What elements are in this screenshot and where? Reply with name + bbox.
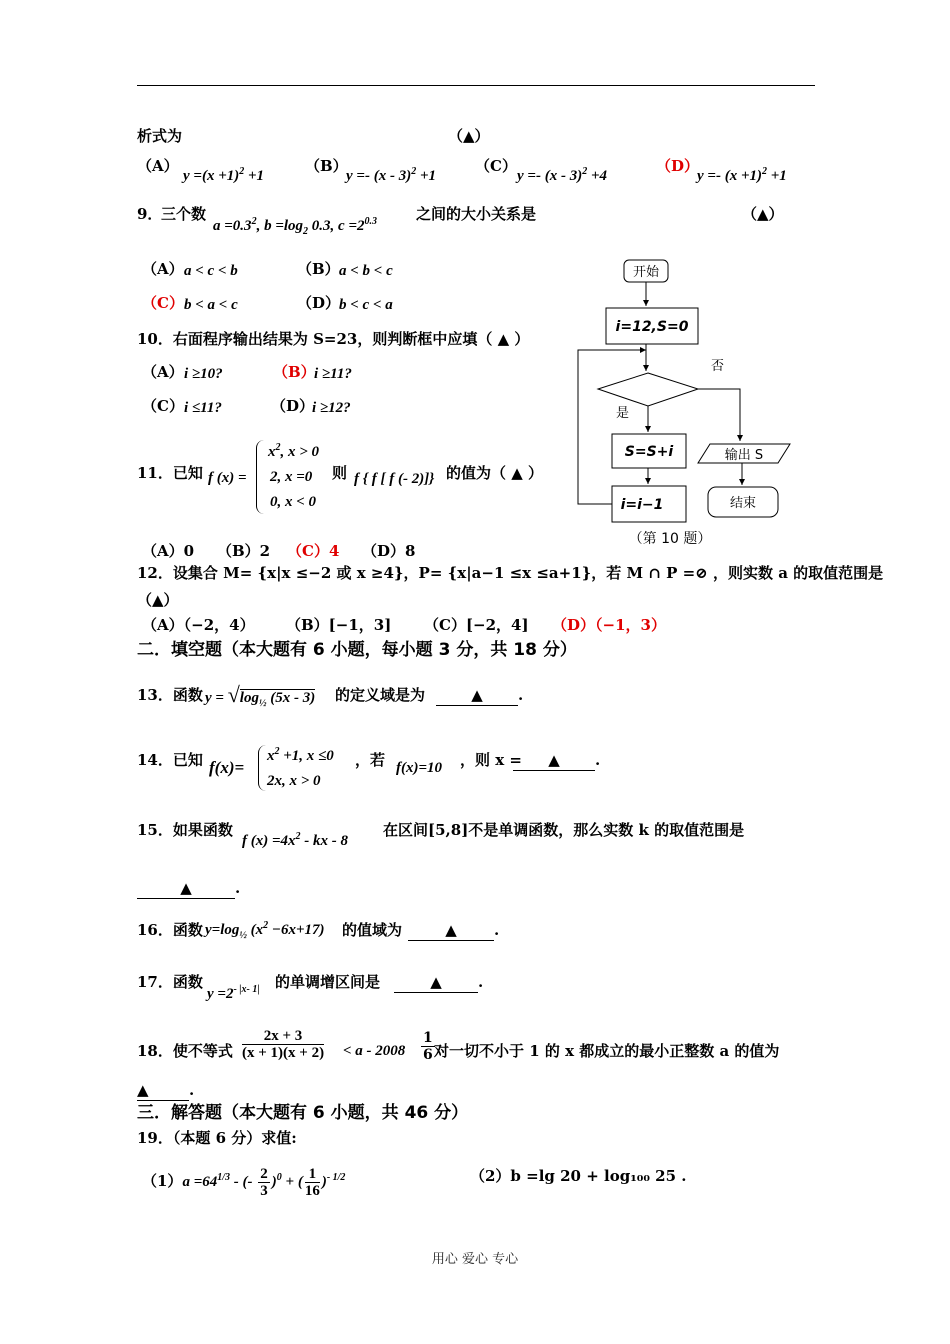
flowchart-init-text: i=12,S=0 [615, 319, 689, 335]
q8-option-b-label: （B） [305, 157, 348, 175]
q16-number: 16．函数 [137, 921, 203, 939]
q18-tail: 对一切不小于 1 的 x 都成立的最小正整数 a 的值为 [434, 1042, 780, 1060]
header-rule [137, 85, 815, 86]
q8-option-a-label: （A） [137, 157, 179, 175]
q16-blank-wrap: ▲ . [408, 920, 499, 941]
q14-tail: ，则 x = [460, 751, 522, 769]
q11-brace [256, 440, 265, 514]
q10-stem: 10．右面程序输出结果为 S=23，则判断框中应填（ ▲ ） [137, 330, 530, 348]
flowchart-caption: （第 10 题） [628, 531, 712, 547]
q9-stem: 三个数 [161, 205, 207, 223]
q17-tail: 的单调增区间是 [275, 973, 381, 991]
q10-option-d-label: （D） [271, 397, 315, 415]
q11-case-3: 0, x < 0 [270, 494, 317, 510]
q16-tail: 的值域为 [342, 921, 403, 939]
page-footer: 用心 爱心 专心 [431, 1252, 519, 1267]
q15-tail: 在区间[5,8]不是单调函数，那么实数 k 的取值范围是 [383, 821, 745, 839]
flowchart-sum-text: S=S+i [624, 444, 674, 460]
flowchart [570, 255, 810, 555]
q17-blank-wrap: ▲ . [394, 972, 483, 993]
q18-number: 18．使不等式 [137, 1042, 233, 1060]
q9-option-c-label: （C） [142, 294, 184, 312]
q14-number: 14．已知 [137, 751, 203, 769]
q14-condition: f(x)=10 [396, 760, 443, 776]
section-3-heading: 三．解答题（本大题有 6 小题，共 46 分） [137, 1103, 469, 1123]
q15-number: 15．如果函数 [137, 821, 233, 839]
q16-expression: $y=\log_{\frac{1}{2}}$ $(x^2 -6x+17)$ [205, 920, 325, 941]
q11-tail: 的值为（ ▲ ） [446, 464, 543, 482]
q17-expression: $y =2^{- |x- 1|}$ [207, 984, 260, 1002]
q8-option-d-label: （D） [656, 157, 700, 175]
q11-expression: f { f [ f (- 2)]} [354, 471, 435, 487]
q12-option-d: （D）（−1，3） [552, 616, 666, 634]
q13-expression: $y = √\log_{\frac{1}{2}}$ (5x - 3) [205, 682, 316, 709]
q9-option-a: a < c < b [184, 263, 238, 279]
q9-option-b: a < b < c [339, 263, 393, 279]
q11-option-a: （A）0 [142, 542, 195, 560]
q18-mixed-fraction: $\frac{1}{6}$ [423, 1030, 433, 1063]
q18-relation: < a - 2008 [343, 1043, 406, 1059]
q12-option-a: （A）（−2，4） [142, 616, 255, 634]
q11-case-2: 2, x =0 [270, 469, 313, 485]
q18-fraction [240, 1028, 326, 1061]
q10-option-a-label: （A） [142, 363, 184, 381]
q18-denominator: (x + 1)(x + 2) [242, 1045, 325, 1061]
q9-option-d-label: （D） [297, 294, 341, 312]
q9-tail: 之间的大小关系是 [416, 205, 537, 223]
q18-blank[interactable]: ▲ [137, 1080, 189, 1101]
q19-stem: 19．（本题 6 分）求值: [137, 1129, 297, 1147]
q11-fx: f (x) = [208, 470, 247, 486]
q15-expression: f $(x) =4x^2$ - kx - 8 [242, 831, 349, 849]
q14-fx: f(x)= [209, 758, 245, 777]
q11-option-b: （B）2 [217, 542, 271, 560]
q17-blank[interactable]: ▲ [394, 972, 478, 993]
q8-option-d: $y =- (x +1)^2 +1$ [697, 166, 787, 184]
q15-blank[interactable]: ▲ [137, 878, 235, 899]
q8-option-c-label: （C） [475, 157, 517, 175]
q11-option-d: （D）8 [362, 542, 416, 560]
q14-brace [258, 745, 267, 791]
q13-blank-wrap: ▲ . [436, 685, 523, 706]
flowchart-decision [598, 373, 698, 406]
q14-mid: ，若 [355, 751, 386, 769]
q19-part-1: $(1)a =64^{1/3}$ - (- $\frac{2}{3}$ )$^0$ + ( $\frac{1}{16}$ )$^{- 1/2}$ [142, 1166, 346, 1199]
q15-blank-wrap: ▲ . [137, 878, 240, 899]
q11-case-1: $x^2$, x > 0 [268, 442, 320, 460]
q18-blank-wrap: ▲ . [137, 1081, 195, 1099]
q11-then: 则 [332, 464, 348, 482]
flowchart-decrement-text: i=i−1 [620, 497, 664, 513]
flowchart-output-text: 输出 S [724, 448, 764, 463]
q8-option-b: y =- (x - 3)$^2$ +1 [346, 166, 436, 184]
q13-number: 13．函数 [137, 686, 203, 704]
flowchart-no-label: 否 [711, 359, 725, 374]
q18-numerator: 2x + 3 [242, 1028, 324, 1045]
q13-tail: 的定义域是为 [335, 686, 426, 704]
q14-case-2: 2x, x > 0 [267, 773, 321, 789]
section-2-heading: 二．填空题（本大题有 6 小题，每小题 3 分，共 18 分） [137, 640, 577, 660]
q9-option-b-label: （B） [297, 260, 340, 278]
q12-option-b: （B）[−1，3] [286, 616, 392, 634]
q8-answer-mark: （▲） [448, 127, 490, 145]
q12-option-c: （C）[−2，4] [424, 616, 529, 634]
q14-case-1: $x^2 +1$, x ≤0 [267, 746, 334, 764]
q9-option-a-label: （A） [142, 260, 184, 278]
q10-option-b: i ≥11? [314, 366, 352, 382]
q16-blank[interactable]: ▲ [408, 920, 494, 941]
q8-option-c: y =- (x - 3)$^2$ +4 [517, 166, 607, 184]
q8-option-a: $y =(x +1)^2 +1$ [183, 166, 265, 184]
q11-option-c: （C）4 [287, 542, 340, 560]
q8-stem-tail: 析式为 [137, 127, 183, 145]
flowchart-start-text: 开始 [632, 265, 660, 280]
q10-option-c-label: （C） [142, 397, 184, 415]
q9-expression: $a =0.3^2$, $b =\log_2$ 0.3, $c =2^{0.3}$ [213, 216, 377, 237]
q9-number: 9． [137, 205, 163, 223]
q12-answer-mark: （▲） [137, 591, 179, 609]
q17-number: 17．函数 [137, 973, 203, 991]
q10-option-d: i ≥12? [312, 400, 351, 416]
q14-blank-wrap: ▲ . [513, 750, 600, 771]
flowchart-end-text: 结束 [729, 496, 757, 511]
q10-option-b-label: （B） [273, 363, 316, 381]
q10-option-c: i ≤11? [184, 400, 222, 416]
flowchart-yes-label: 是 [616, 406, 630, 421]
q9-answer-mark: （▲） [742, 205, 784, 223]
q9-option-c: b < a < c [184, 297, 238, 313]
q9-option-d: b < c < a [339, 297, 393, 313]
q11-number: 11．已知 [137, 464, 203, 482]
q14-blank[interactable]: ▲ [513, 750, 595, 771]
q19-part-2: （2）b =lg 20 + log₁₀₀ 25 . [470, 1167, 687, 1185]
q10-option-a: i ≥10? [184, 366, 223, 382]
q13-blank[interactable]: ▲ [436, 685, 518, 706]
q12-stem: 12．设集合 M= {x|x ≤−2 或 x ≥4}，P= {x|a−1 ≤x ≤a+1}，若 M ∩ P =⊘ ，则实数 a 的取值范围是 [137, 564, 884, 582]
